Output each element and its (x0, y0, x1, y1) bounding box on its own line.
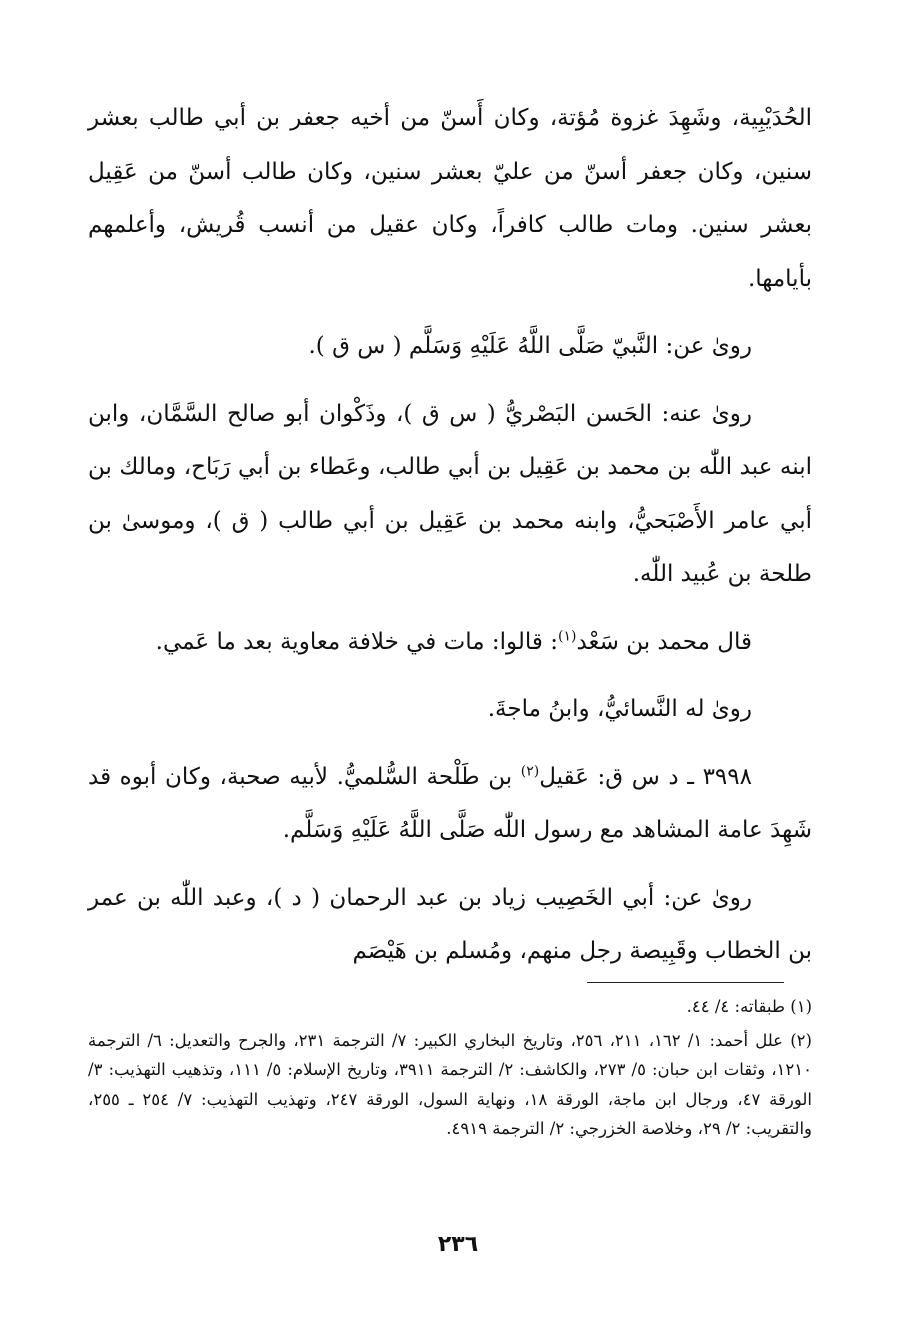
paragraph-narrators: روىٰ عنه: الحَسن البَصْريُّ ( س ق )، وذَكْوان أبو صالح السَّمَّان، وابن ابنه عبد اللّٰه بن محمد بن عَقِيل بن أبي طالب، وعَطاء بن أبي رَبَاح، ومالك بن أبي عامر الأَصْبَحيُّ، وابنه محمد بن عَقِيل بن أبي طالب ( ق )، وموسىٰ بن طلحة بن عُبيد اللّٰه. (88, 400, 812, 587)
footnote-divider (587, 982, 784, 983)
main-text (88, 92, 812, 979)
page-number: ٢٣٦ (437, 1232, 479, 1257)
footnote-1: (١) طبقاته: ٤/ ٤٤. (686, 997, 812, 1016)
paragraph-1: الحُدَيْبِية، وشَهِدَ غزوة مُؤتة، وكان أَسنّ من أخيه جعفر بن أبي طالب بعشر سنين، وكان جعفر أسنّ من عليّ بعشر سنين، وكان طالب أسنّ من عَقِيل بعشر سنين. ومات طالب كافراً، وكان عقيل من أنسب قُريش، وأعلمهم بأيامها. (88, 105, 812, 292)
footnote-ref-2: (٢) (520, 762, 540, 779)
entry-3998 (88, 751, 812, 858)
paragraph-ibn-sad (88, 616, 812, 670)
footnote-2: (٢) علل أحمد: ١/ ١٦٢، ٢١١، ٢٥٦، وتاريخ البخاري الكبير: ٧/ الترجمة ٢٣١، والجرح والتعديل: ٦/ الترجمة ١٢١٠، وثقات ابن حبان: ٥/ ٢٧٣، والكاشف: ٢/ الترجمة ٣٩١١، وتاريخ الإسلام: ٥/ ١١١، وتذهيب التهذيب: ٣/ الورقة ٤٧، ورجال ابن ماجة، الورقة ١٨، ونهاية السول، الورقة ٢٤٧، وتهذيب التهذيب: ٧/ ٢٥٤ ـ ٢٥٥، والتقريب: ٢/ ٢٩، وخلاصة الخزرجي: ٢/ الترجمة ٤٩١٩. (88, 1030, 812, 1138)
footnotes (88, 992, 812, 1144)
ibn-sad-text-rest: : قالوا: مات في خلافة معاوية بعد ما عَمي. (155, 628, 558, 655)
ibn-sad-text: قال محمد بن سَعْد (576, 628, 752, 655)
paragraph-narrated-from: روىٰ عن: النَّبيّ صَلَّى اللَّهُ عَلَيْهِ وَسَلَّم ( س ق ). (308, 333, 752, 359)
entry-text: بن طَلْحة السُّلميُّ. لأبيه صحبة، وكان أبوه قد شَهِدَ عامة المشاهد مع رسول اللّٰه صَلَّى اللَّهُ عَلَيْهِ وَسَلَّم. (88, 763, 812, 843)
paragraph-entry-narrated-from: روىٰ عن: أبي الخَصِيب زياد بن عبد الرحمان ( د )، وعبد اللّٰه بن عمر بن الخطاب وقَبِيصة رجل منهم، ومُسلم بن هَيْصَم (88, 884, 812, 964)
footnote-ref-1: (١) (557, 627, 577, 644)
paragraph-narrated-by: روىٰ له النَّسائيُّ، وابنُ ماجةَ. (487, 696, 752, 722)
entry-heading: ٣٩٩٨ ـ د س ق: عَقيل (539, 763, 752, 790)
